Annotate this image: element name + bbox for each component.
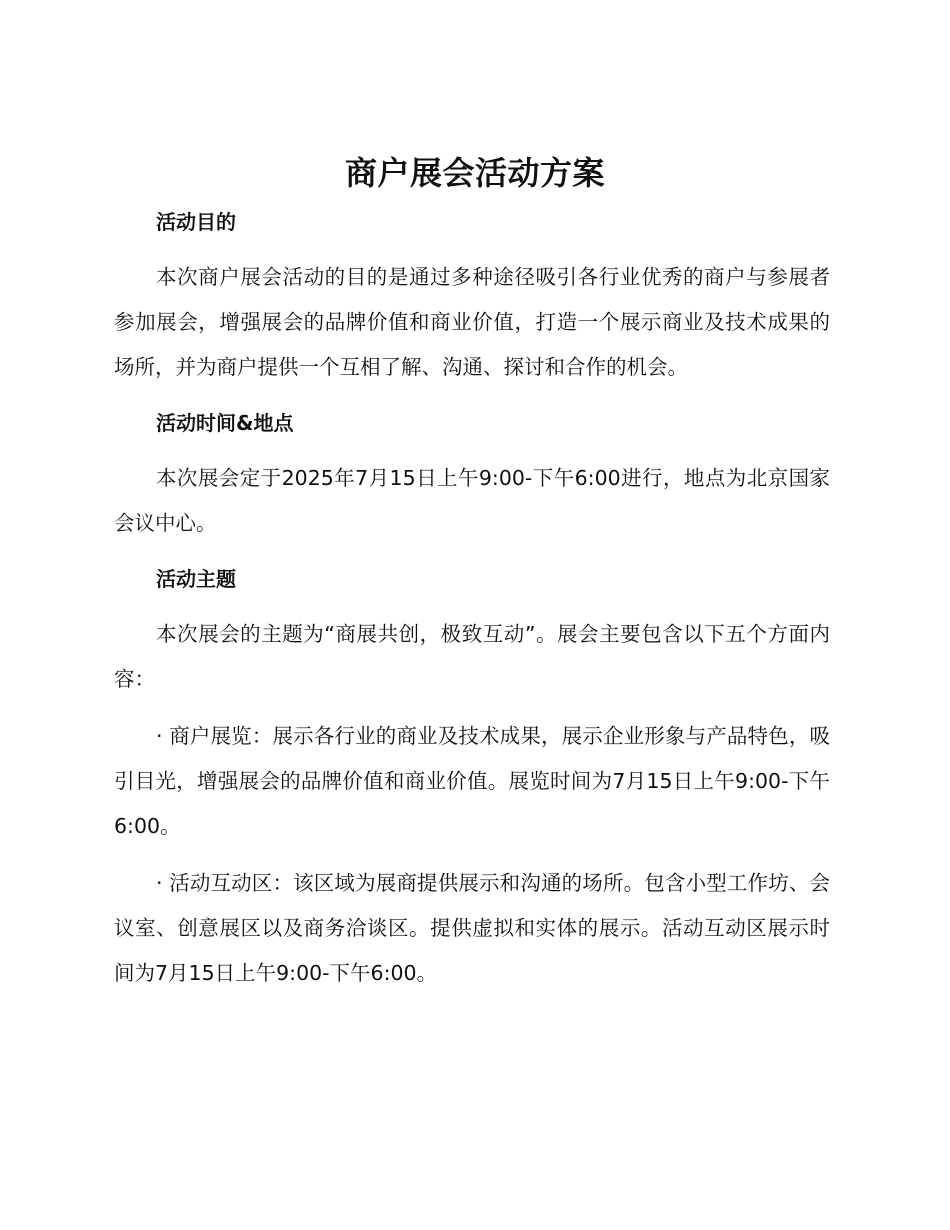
- section-heading-time-location: 活动时间&地点: [156, 411, 294, 435]
- section-heading-theme: 活动主题: [156, 567, 236, 591]
- document-body: [114, 202, 830, 996]
- time-location-paragraph: 本次展会定于2025年7月15日上午9:00-下午6:00进行，地点为北京国家会议中心。: [114, 466, 830, 535]
- theme-intro-paragraph: 本次展会的主题为“商展共创，极致互动”。展会主要包含以下五个方面内容：: [114, 622, 830, 691]
- document-title: 商户展会活动方案: [344, 154, 605, 192]
- purpose-paragraph: 本次商户展会活动的目的是通过多种途径吸引各行业优秀的商户与参展者参加展会，增强展会的品牌价值和商业价值，打造一个展示商业及技术成果的场所，并为商户提供一个互相了解、沟通、探讨和合作的机会。: [114, 265, 830, 379]
- section-purpose: [114, 202, 830, 390]
- section-heading-purpose: 活动目的: [156, 210, 236, 234]
- section-theme: [114, 559, 830, 996]
- theme-bullet-interaction-zone: · 活动互动区：该区域为展商提供展示和沟通的场所。包含小型工作坊、会议室、创意展区以及商务洽谈区。提供虚拟和实体的展示。活动互动区展示时间为7月15日上午9:00-下午6:00。: [114, 871, 830, 985]
- theme-bullet-exhibition: · 商户展览：展示各行业的商业及技术成果，展示企业形象与产品特色，吸引目光，增强展会的品牌价值和商业价值。展览时间为7月15日上午9:00-下午6:00。: [114, 724, 830, 838]
- section-time-location: [114, 403, 830, 546]
